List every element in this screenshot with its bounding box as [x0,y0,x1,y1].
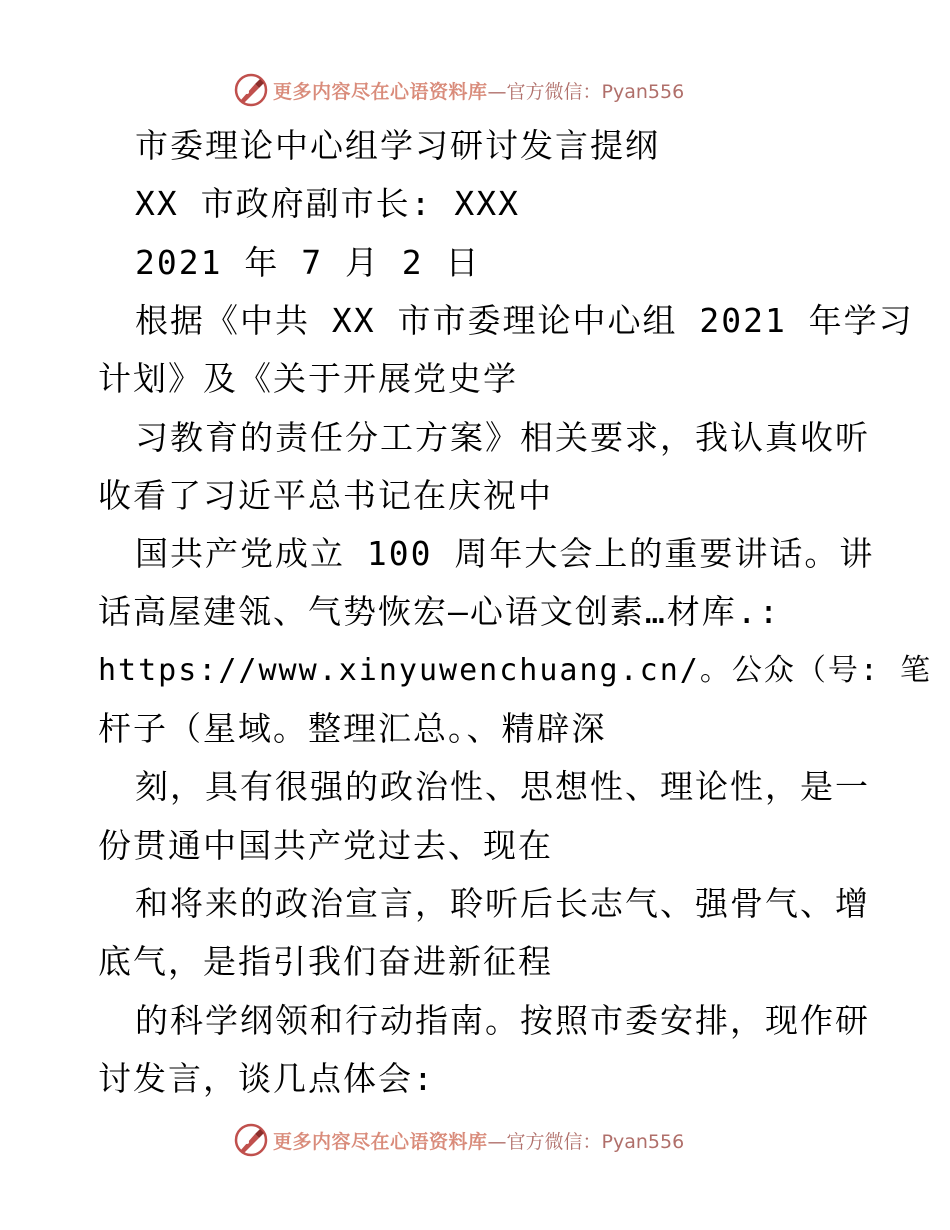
banner-sub-text: —官方微信：Pyan556 [487,80,685,103]
banner-sub-text: —官方微信：Pyan556 [487,1130,685,1153]
pen-logo-icon [233,1122,269,1158]
footer-banner [233,1120,684,1160]
text-line: 的科学纲领和行动指南。按照市委安排，现作研 [135,1000,870,1040]
text-line: 底气，是指引我们奋进新征程 [98,942,553,982]
text-line: 市委理论中心组学习研讨发言提纲 [135,126,660,165]
text-line: 和将来的政治宣言，聆听后长志气、强骨气、增 [135,883,870,923]
text-line: 国共产党成立 100 周年大会上的重要讲话。讲 [135,534,875,574]
header-banner [233,70,684,110]
text-line: 计划》及《关于开展党史学 [98,359,518,399]
text-line: 话高屋建瓴、气势恢宏—心语文创素…材库.: [98,592,781,632]
text-line: 份贯通中国共产党过去、现在 [98,825,553,865]
pen-logo-icon [233,72,269,108]
text-line: 2021 年 7 月 2 日 [135,242,481,282]
text-line: 习教育的责任分工方案》相关要求，我认真收听 [135,417,870,457]
text-line: 根据《中共 XX 市市委理论中心组 2021 年学习 [135,300,914,340]
text-line: 收看了习近平总书记在庆祝中 [98,475,553,515]
text-line: https://www.xinyuwenchuang.cn/。公众（号: 笔 [98,652,932,688]
text-line: XX 市政府副市长: XXX [135,184,520,224]
banner-main-text: 更多内容尽在心语资料库 [273,1130,488,1153]
text-line: 杆子（星域。整理汇总。、精辟深 [98,709,607,748]
banner-main-text: 更多内容尽在心语资料库 [273,80,488,103]
text-line: 刻，具有很强的政治性、思想性、理论性，是一 [135,767,870,807]
text-line: 讨发言，谈几点体会: [98,1058,435,1098]
